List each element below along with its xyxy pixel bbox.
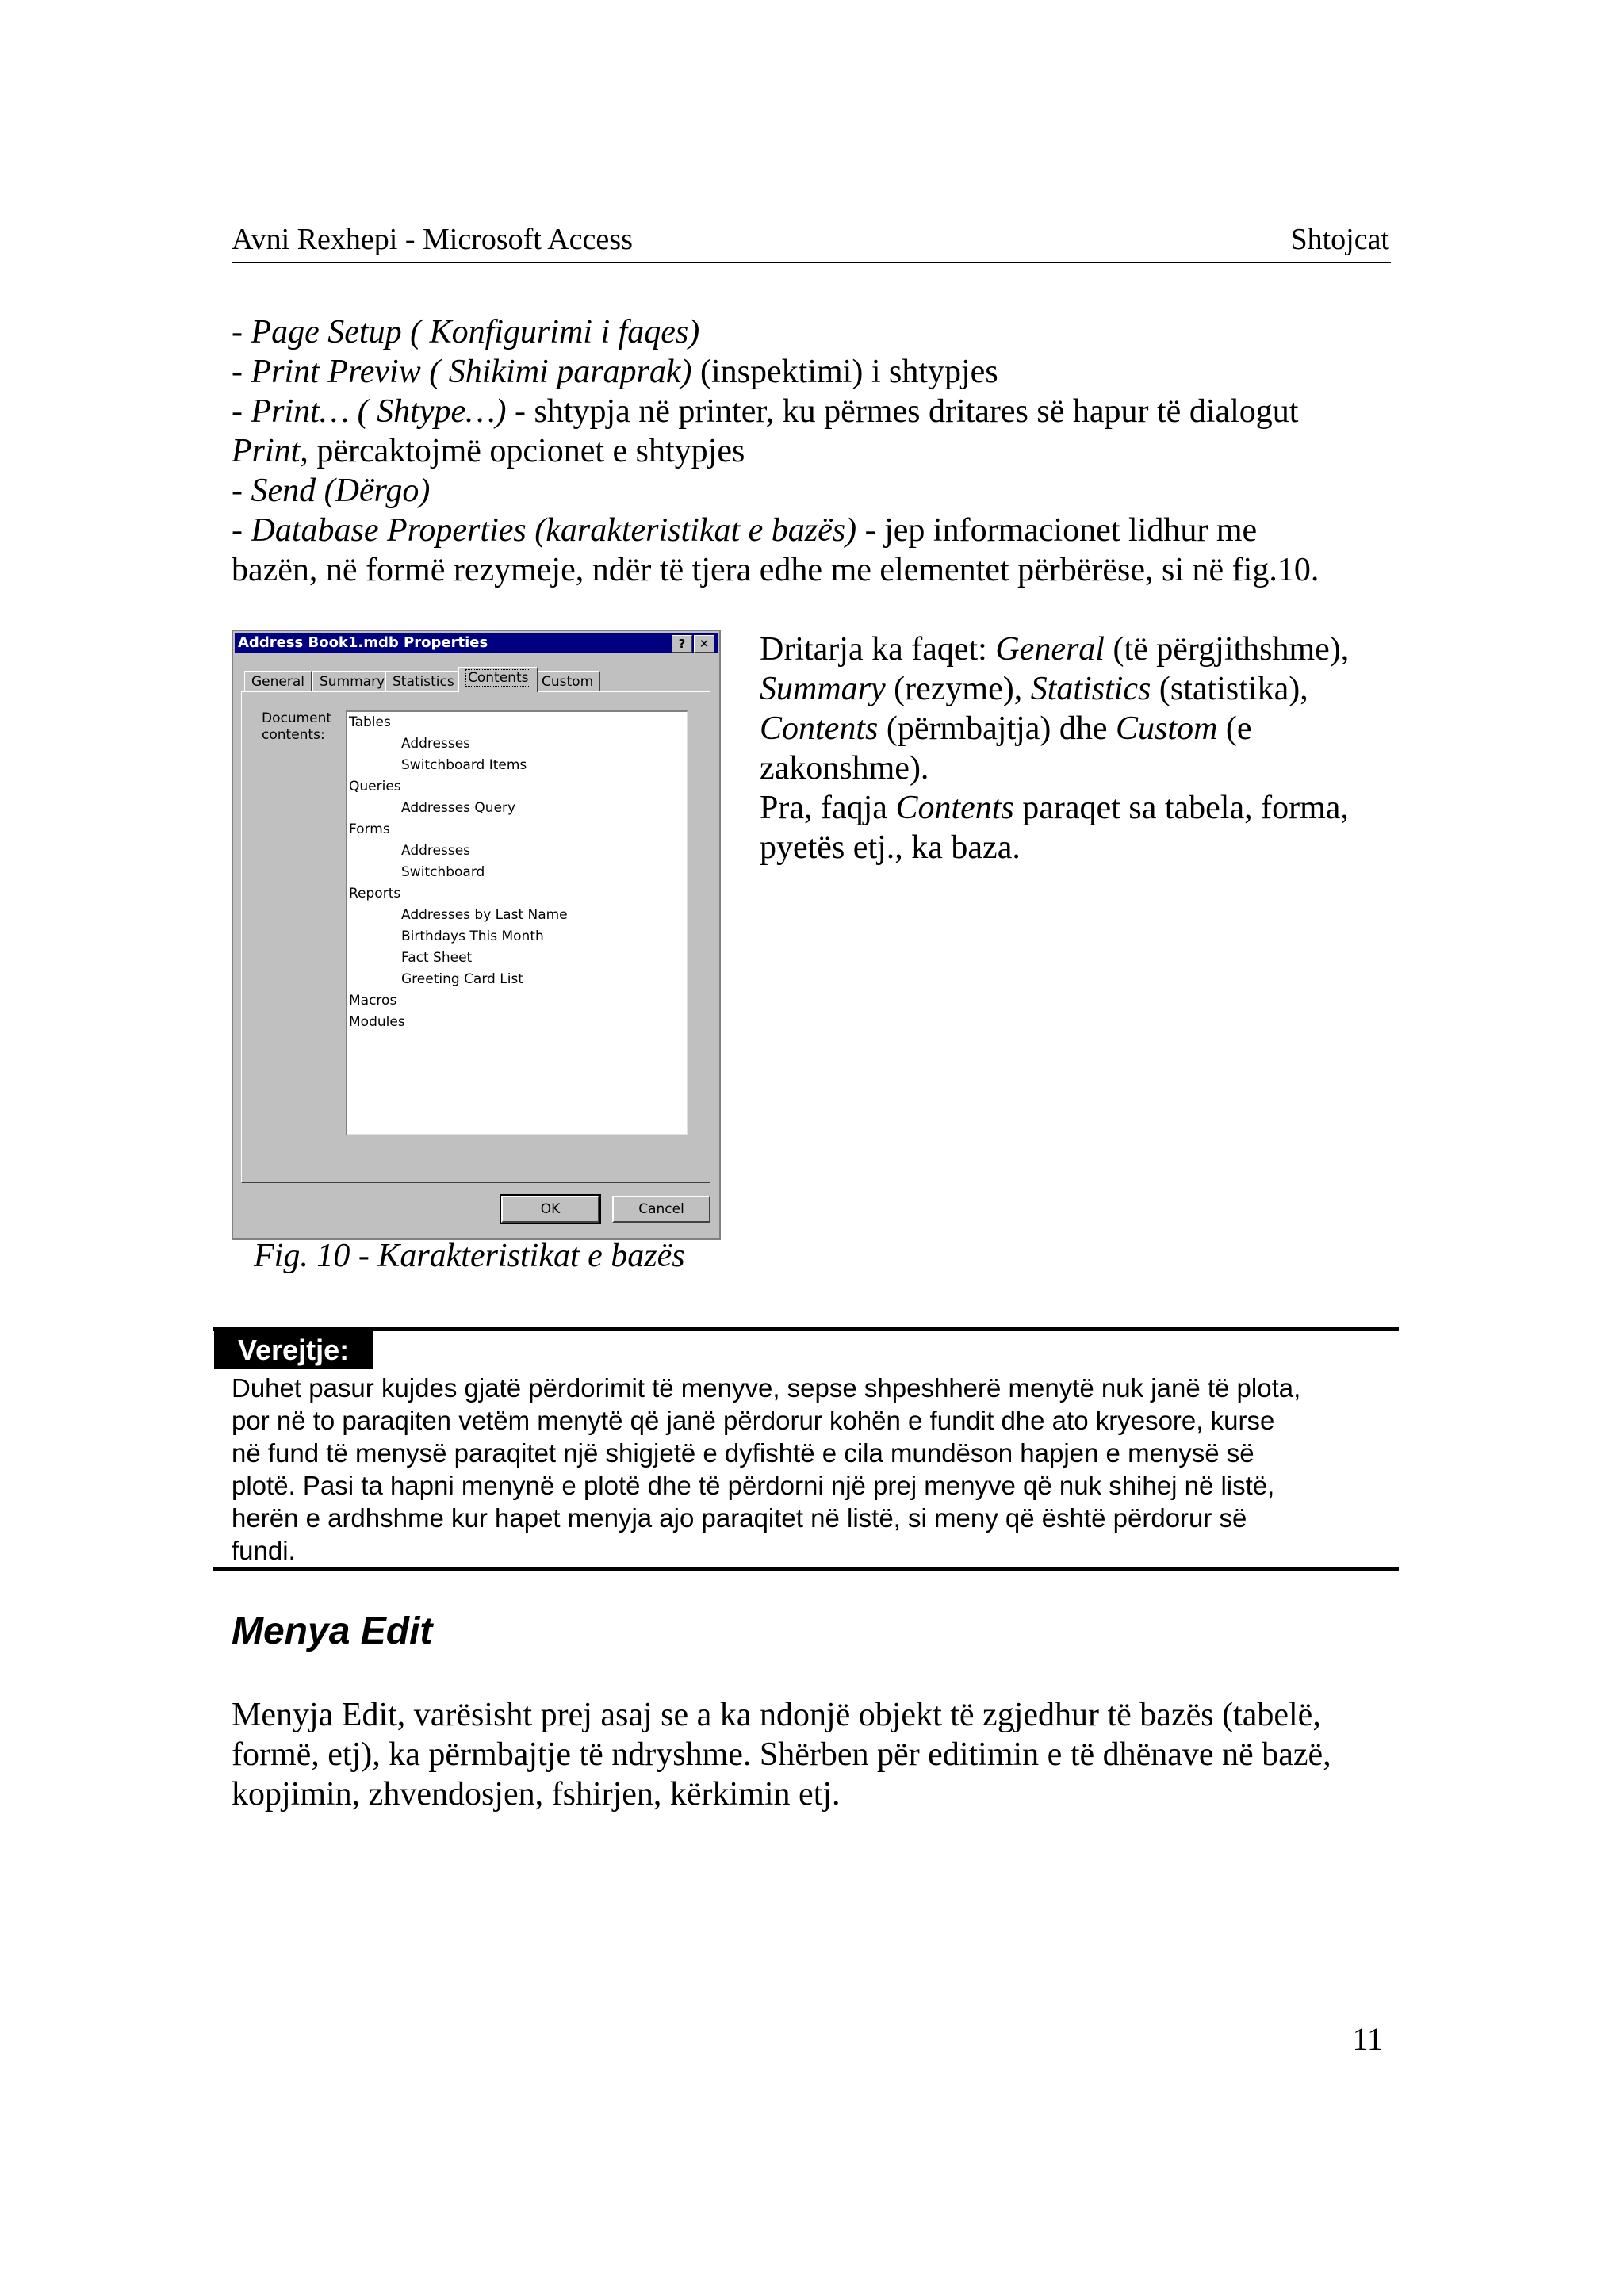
menu-line: - Send (Dërgo)	[232, 473, 431, 509]
tab-custom[interactable]: Custom	[534, 671, 600, 691]
list-item: Tables	[349, 714, 391, 730]
list-item: Forms	[349, 821, 390, 837]
close-icon[interactable]: ✕	[694, 635, 714, 653]
figure-caption: Fig. 10 - Karakteristikat e bazës	[254, 1238, 685, 1274]
section-heading: Menya Edit	[232, 1610, 433, 1652]
desc-line: Summary (rezyme), Statistics (statistika),	[760, 671, 1308, 707]
list-item: Switchboard Items	[401, 757, 527, 773]
note-line: por në to paraqiten vetëm menytë që janë përdorur kohën e fundit dhe ato kryesore, kurse	[232, 1406, 1275, 1435]
menu-line: - Page Setup ( Konfigurimi i faqes)	[232, 314, 700, 350]
dialog-title: Address Book1.mdb Properties	[238, 634, 488, 651]
menu-line: - Print… ( Shtype…) - shtypja në printer, ku përmes dritares së hapur të dialogut	[232, 393, 1299, 430]
note-bottom-rule	[213, 1567, 1399, 1571]
paragraph-line: kopjimin, zhvendosjen, fshirjen, kërkimin etj.	[232, 1776, 841, 1813]
dialog-title-bar	[235, 633, 718, 653]
cancel-button[interactable]: Cancel	[612, 1196, 710, 1223]
header-rule	[232, 262, 1391, 263]
tab-contents[interactable]	[458, 667, 538, 692]
note-line: fundi.	[232, 1536, 296, 1565]
list-item: Modules	[349, 1014, 405, 1030]
dialog-description	[760, 630, 1394, 867]
tab-contents-label: Contents	[465, 669, 530, 687]
list-item: Addresses Query	[401, 800, 516, 816]
tab-statistics[interactable]: Statistics	[385, 671, 462, 691]
list-item: Addresses	[401, 843, 471, 859]
database-properties-dialog	[232, 630, 721, 1240]
tab-general[interactable]: General	[244, 671, 312, 691]
desc-line: Contents (përmbajtja) dhe Custom (e	[760, 710, 1252, 747]
note-line: herën e ardhshme kur hapet menyja ajo paraqitet në listë, si meny që është përdorur së	[232, 1503, 1247, 1533]
list-item: Greeting Card List	[401, 971, 523, 987]
menu-line: - Print Previw ( Shikimi paraprak) (inspektimi) i shtypjes	[232, 354, 998, 390]
menu-line: Print, përcaktojmë opcionet e shtypjes	[232, 433, 745, 469]
list-item: Queries	[349, 779, 401, 794]
help-icon[interactable]: ?	[672, 635, 692, 653]
list-item: Addresses	[401, 736, 471, 752]
edit-menu-paragraph	[232, 1695, 1397, 1814]
paragraph-line: Menyja Edit, varësisht prej asaj se a ka ndonjë objekt të zgjedhur të bazës (tabelë,	[232, 1697, 1321, 1733]
list-item: Addresses by Last Name	[401, 907, 568, 923]
page-number: 11	[1352, 2021, 1383, 2057]
note-body	[232, 1372, 1397, 1567]
tab-summary[interactable]: Summary	[312, 671, 392, 691]
document-contents-list[interactable]	[346, 710, 688, 1135]
menu-line: - Database Properties (karakteristikat e bazës) - jep informacionet lidhur me	[232, 512, 1258, 549]
paragraph-line: formë, etj), ka përmbajtje të ndryshme. Shërben për editimin e të dhënave në bazë,	[232, 1736, 1331, 1773]
note-label: Verejtje:	[214, 1331, 373, 1369]
list-item: Birthdays This Month	[401, 928, 544, 944]
ok-button[interactable]: OK	[501, 1196, 599, 1223]
desc-line: pyetës etj., ka baza.	[760, 829, 1021, 866]
file-menu-list	[232, 312, 1397, 590]
note-top-rule	[213, 1327, 1399, 1331]
menu-line: bazën, në formë rezymeje, ndër të tjera edhe me elementet përbërëse, si në fig.10.	[232, 552, 1320, 588]
header-section: Shtojcat	[1290, 223, 1389, 256]
desc-line: zakonshme).	[760, 750, 929, 787]
note-line: në fund të menysë paraqitet një shigjetë e dyfishtë e cila mundëson hapjen e menysë së	[232, 1438, 1254, 1468]
list-item: Switchboard	[401, 864, 485, 880]
note-line: plotë. Pasi ta hapni menynë e plotë dhe të përdorni një prej menyve që nuk shihej në listë,	[232, 1471, 1275, 1500]
desc-line: Pra, faqja Contents paraqet sa tabela, forma,	[760, 790, 1349, 826]
document-contents-label: Document contents:	[262, 710, 332, 743]
desc-line: Dritarja ka faqet: General (të përgjithshme),	[760, 631, 1350, 668]
list-item: Macros	[349, 993, 397, 1009]
header-author-title: Avni Rexhepi - Microsoft Access	[232, 223, 633, 256]
list-item: Reports	[349, 886, 401, 902]
note-line: Duhet pasur kujdes gjatë përdorimit të menyve, sepse shpeshherë menytë nuk janë të plota,	[232, 1373, 1301, 1403]
list-item: Fact Sheet	[401, 950, 473, 966]
